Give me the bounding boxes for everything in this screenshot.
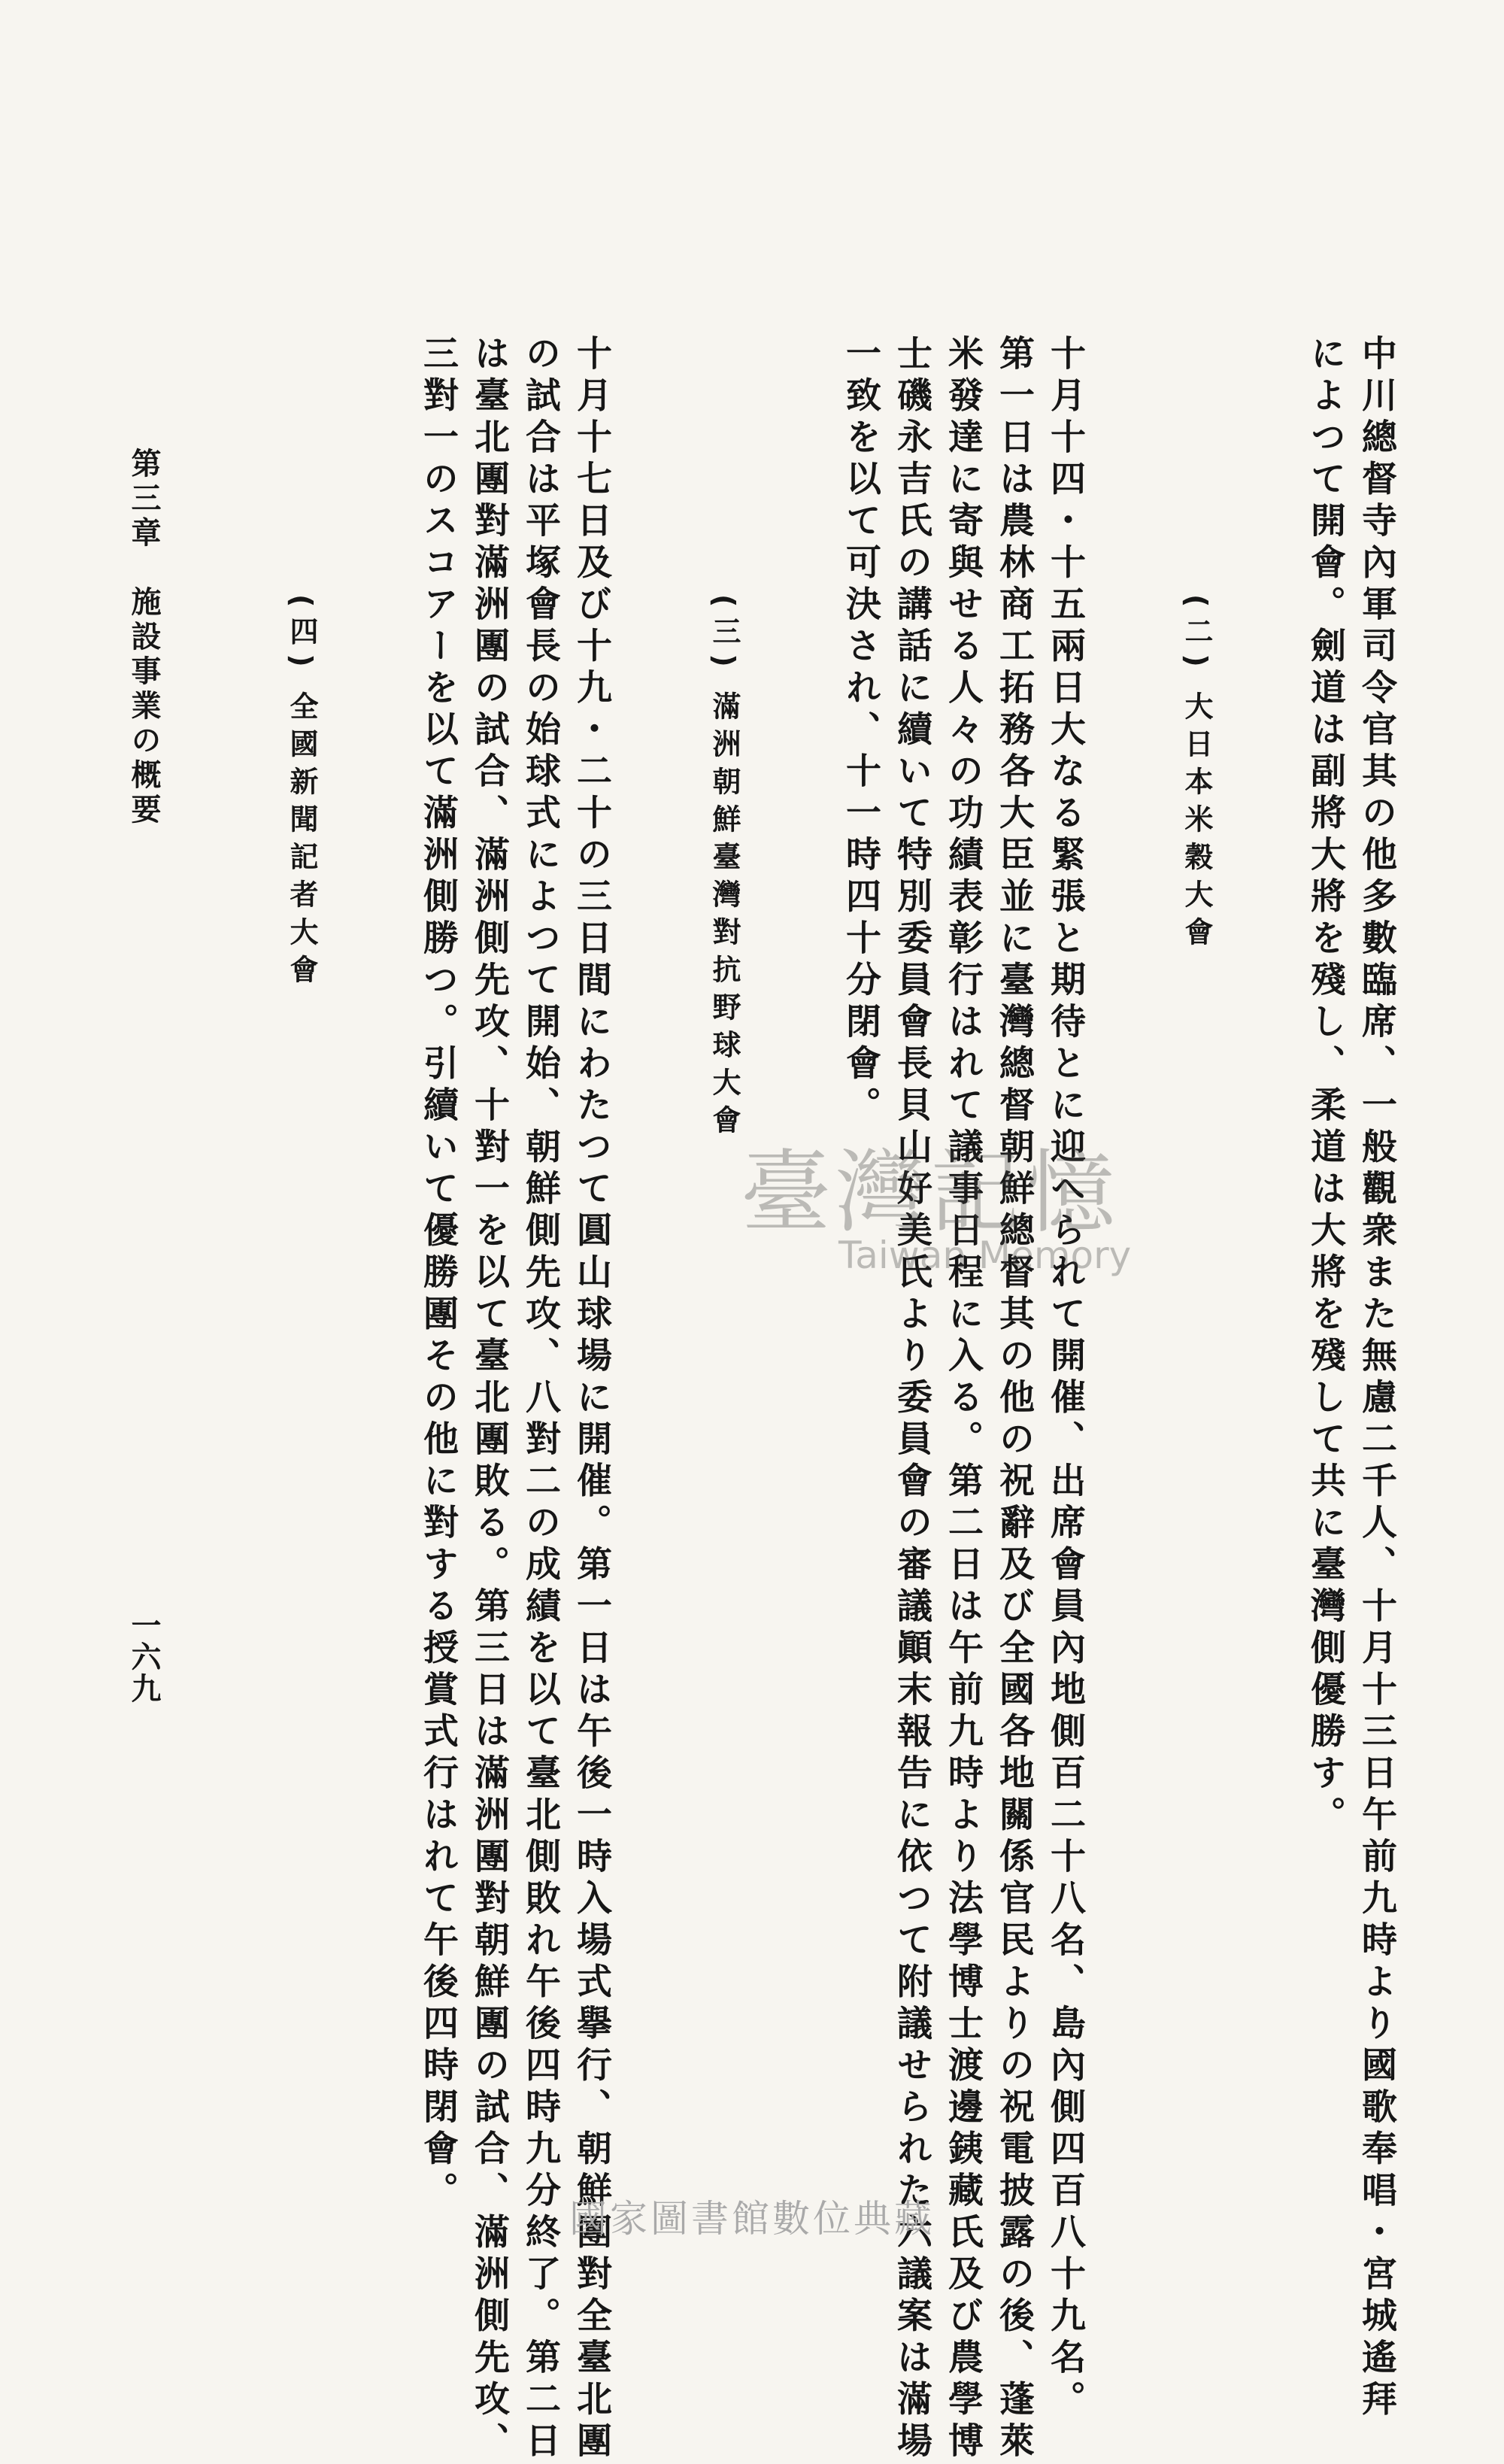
- text-column: 一致を以て可決され、十一時四十分閉會。: [840, 335, 881, 1128]
- section-title: 全國新聞記者大會: [285, 690, 318, 992]
- section-number: (二): [1180, 594, 1213, 676]
- running-head: 第三章 施設事業の概要: [126, 448, 161, 828]
- section-number: (四): [285, 594, 318, 676]
- watermark-english: Taiwan Memory: [838, 1234, 1132, 1277]
- text-column: の試合は平塚會長の始球式によつて開始、朝鮮側先攻、八對二の成績を以て臺北側敗れ午後四時九分終了。第二日: [520, 335, 561, 2464]
- text-column: 十月十四・十五兩日大なる緊張と期待とに迎へられて開催、出席會員內地側百二十八名、島內側四百八十九名。: [1045, 335, 1086, 2422]
- text-column: 中川總督寺內軍司令官其の他多數臨席、一般觀衆また無慮二千人、十月十三日午前九時より國歌奉唱・宮城遙拜: [1356, 335, 1397, 2422]
- section-number: (三): [708, 594, 741, 676]
- text-column: 十月十七日及び十九・二十の三日間にわたつて圓山球場に開催。第一日は午後一時入場式擧行、朝鮮團對全臺北團: [571, 335, 612, 2464]
- section-title: 大日本米穀大會: [1180, 690, 1213, 954]
- watermark-chinese: 臺灣記憶: [741, 1141, 1120, 1246]
- page-number: 一六九: [126, 1610, 162, 1704]
- text-column: によつて開會。劍道は副將大將を殘し、柔道は大將を殘して共に臺灣側優勝す。: [1305, 335, 1346, 1837]
- text-column: 士磯永吉氏の講話に續いて特別委員會長貝山好美氏より委員會の審議顚末報告に依つて附議せられた六議案は滿場: [891, 335, 932, 2464]
- watermark-logo: [741, 1121, 1222, 1301]
- section-title: 滿洲朝鮮臺灣對抗野球大會: [708, 690, 741, 1142]
- section-heading: [1182, 594, 1211, 954]
- footer-credit: 國家圖書館數位典藏: [569, 2197, 935, 2241]
- section-heading: [287, 594, 316, 992]
- text-column: 第一日は農林商工拓務各大臣並に臺灣總督朝鮮總督其の他の祝辭及び全國各地關係官民よりの祝電披露の後、蓬萊: [993, 335, 1035, 2464]
- text-column: 三對一のスコアーを以て滿洲側勝つ。引續いて優勝團その他に對する授賞式行はれて午後四時閉會。: [417, 335, 459, 2214]
- section-heading: [708, 594, 741, 1142]
- text-column: は臺北團對滿洲團の試合、滿洲側先攻、十對一を以て臺北團敗る。第三日は滿洲團對朝鮮團の試合、滿洲側先攻、: [468, 335, 510, 2464]
- text-column: 米發達に寄與せる人々の功績表彰行はれて議事日程に入る。第二日は午前九時より法學博士渡邊銕藏氏及び農學博: [942, 335, 984, 2464]
